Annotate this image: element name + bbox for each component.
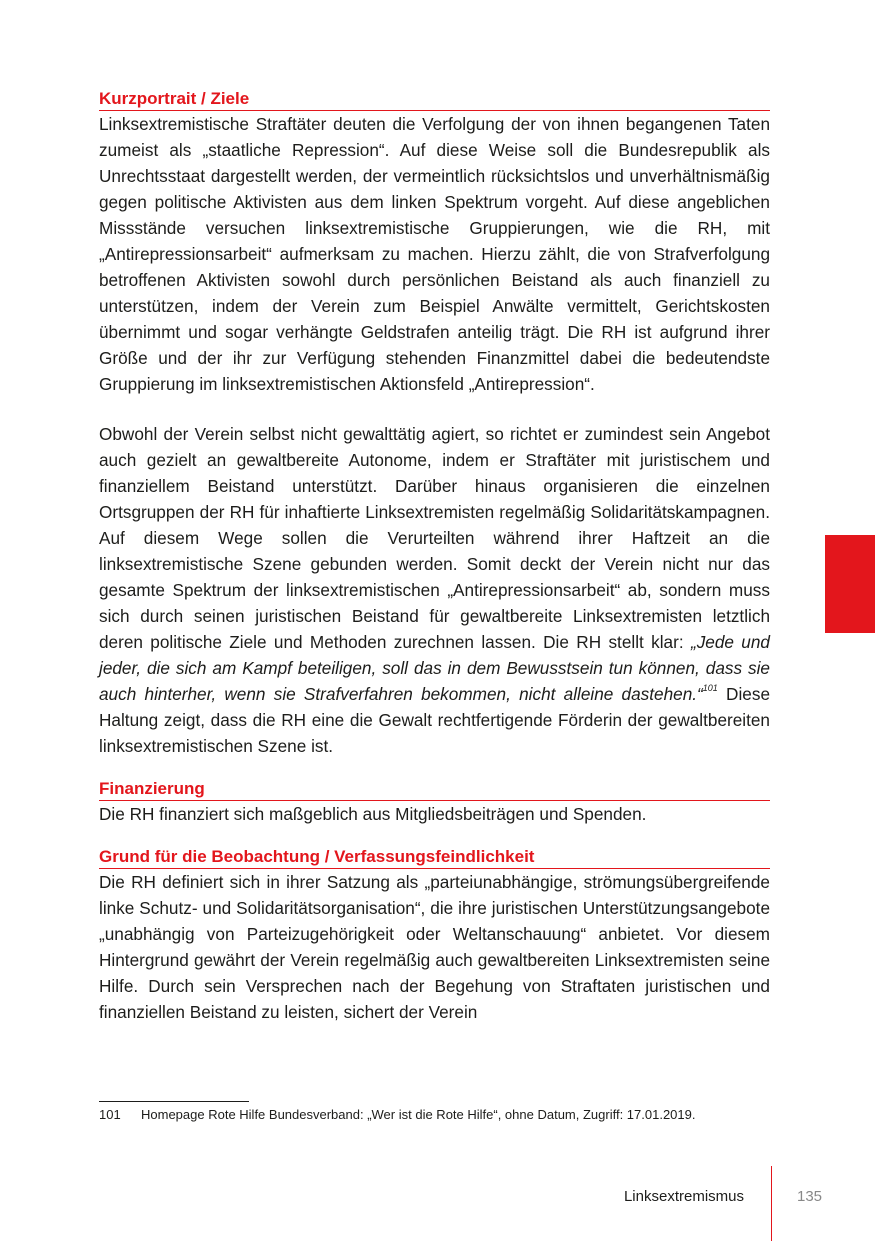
section-heading-beobachtung: Grund für die Beobachtung / Verfassungsfeindlichkeit: [99, 846, 770, 869]
section-heading-kurzportrait: Kurzportrait / Ziele: [99, 88, 770, 111]
paragraph-finanzierung: Die RH finanziert sich maßgeblich aus Mitgliedsbeiträgen und Spenden.: [99, 804, 647, 824]
footnote-divider: [99, 1101, 249, 1102]
paragraph-beobachtung: Die RH definiert sich in ihrer Satzung als „parteiunabhängige, strömungsübergreifende linke Schutz- und Solidaritätsorganisation“, die ihre juristischen Unterstützungsangebote „unabhängig von Parteizugehörigkeit oder Weltanschauung“ anbietet. Vor diesem Hintergrund gewährt der Verein regelmäßig auch gewaltbereiten Linksextremisten seine Hilfe. Durch sein Versprechen nach der Begehung von Straftaten juristischen und finanziellen Beistand zu leisten, sichert der Verein: [99, 872, 770, 1022]
paragraph-kurzportrait: Linksextremistische Straftäter deuten die Verfolgung der von ihnen begangenen Taten zumeist als „staatliche Repression“. Auf diese Weise soll die Bundesrepublik als Unrechtsstaat dargestellt werden, der vermeintlich rücksichtslos und unverhältnismäßig gegen politische Aktivisten aus dem linken Spektrum vorgeht. Auf diese angeblichen Missstände versuchen linksextremistische Gruppierungen, wie die RH, mit „Antirepressionsarbeit“ aufmerksam zu machen. Hierzu zählt, die von Strafverfolgung betroffenen Aktivisten sowohl durch persönlichen Beistand als auch finanziell zu unterstützen, indem der Verein zum Beispiel Anwälte vermittelt, Gerichtskosten übernimmt und sogar verhängte Geldstrafen anteilig trägt. Die RH ist aufgrund ihrer Größe und der ihr zur Verfügung stehenden Finanzmittel dabei die bedeutendste Gruppierung im linksextremistischen Aktionsfeld „Antirepression“.: [99, 114, 770, 394]
footnote-number: 101: [99, 1107, 121, 1122]
paragraph-gewalt-intro: Obwohl der Verein selbst nicht gewalttätig agiert, so richtet er zumindest sein Angebot auch gezielt an gewaltbereite Autonome, indem er Straftäter mit juristischem und finanziellem Beistand unterstützt. Darüber hinaus organisieren die einzelnen Ortsgruppen der RH für inhaftierte Linksextremisten regelmäßig Solidaritätskampagnen. Auf diesem Wege sollen die Verurteilten während ihrer Haftzeit an die linksextremistische Szene gebunden werden. Somit deckt der Verein nicht nur das gesamte Spektrum der linksextremistischen „Antirepressionsarbeit“ ab, sondern muss sich durch seinen juristischen Beistand für gewaltbereite Linksextremisten letztlich deren politische Ziele und Methoden zurechnen lassen. Die RH stellt klar:: [99, 424, 770, 652]
section-heading-finanzierung: Finanzierung: [99, 778, 770, 801]
footnote-text: Homepage Rote Hilfe Bundesverband: „Wer ist die Rote Hilfe“, ohne Datum, Zugriff: 17.01.2019.: [141, 1107, 696, 1122]
footnote: [99, 1106, 695, 1124]
page-number: 135: [797, 1188, 823, 1205]
paragraph-gewalt: [99, 421, 770, 759]
page-content: [99, 88, 770, 1025]
chapter-tab-marker: [825, 535, 875, 633]
footer-divider: [771, 1166, 772, 1241]
quote-text: „Jede und jeder, die sich am Kampf beteiligen, soll das in dem Bewusstsein tun können, dass sie auch hinterher, wenn sie Strafverfahren bekommen, nicht alleine dastehen.“: [99, 632, 770, 704]
paragraph-gewalt-outro: Diese Haltung zeigt, dass die RH eine die Gewalt rechtfertigende Förderin der gewaltbereiten linksextremistischen Szene ist.: [99, 684, 771, 756]
footnote-reference: 101: [702, 683, 718, 693]
footer-chapter-label: Linksextremismus: [623, 1188, 744, 1205]
